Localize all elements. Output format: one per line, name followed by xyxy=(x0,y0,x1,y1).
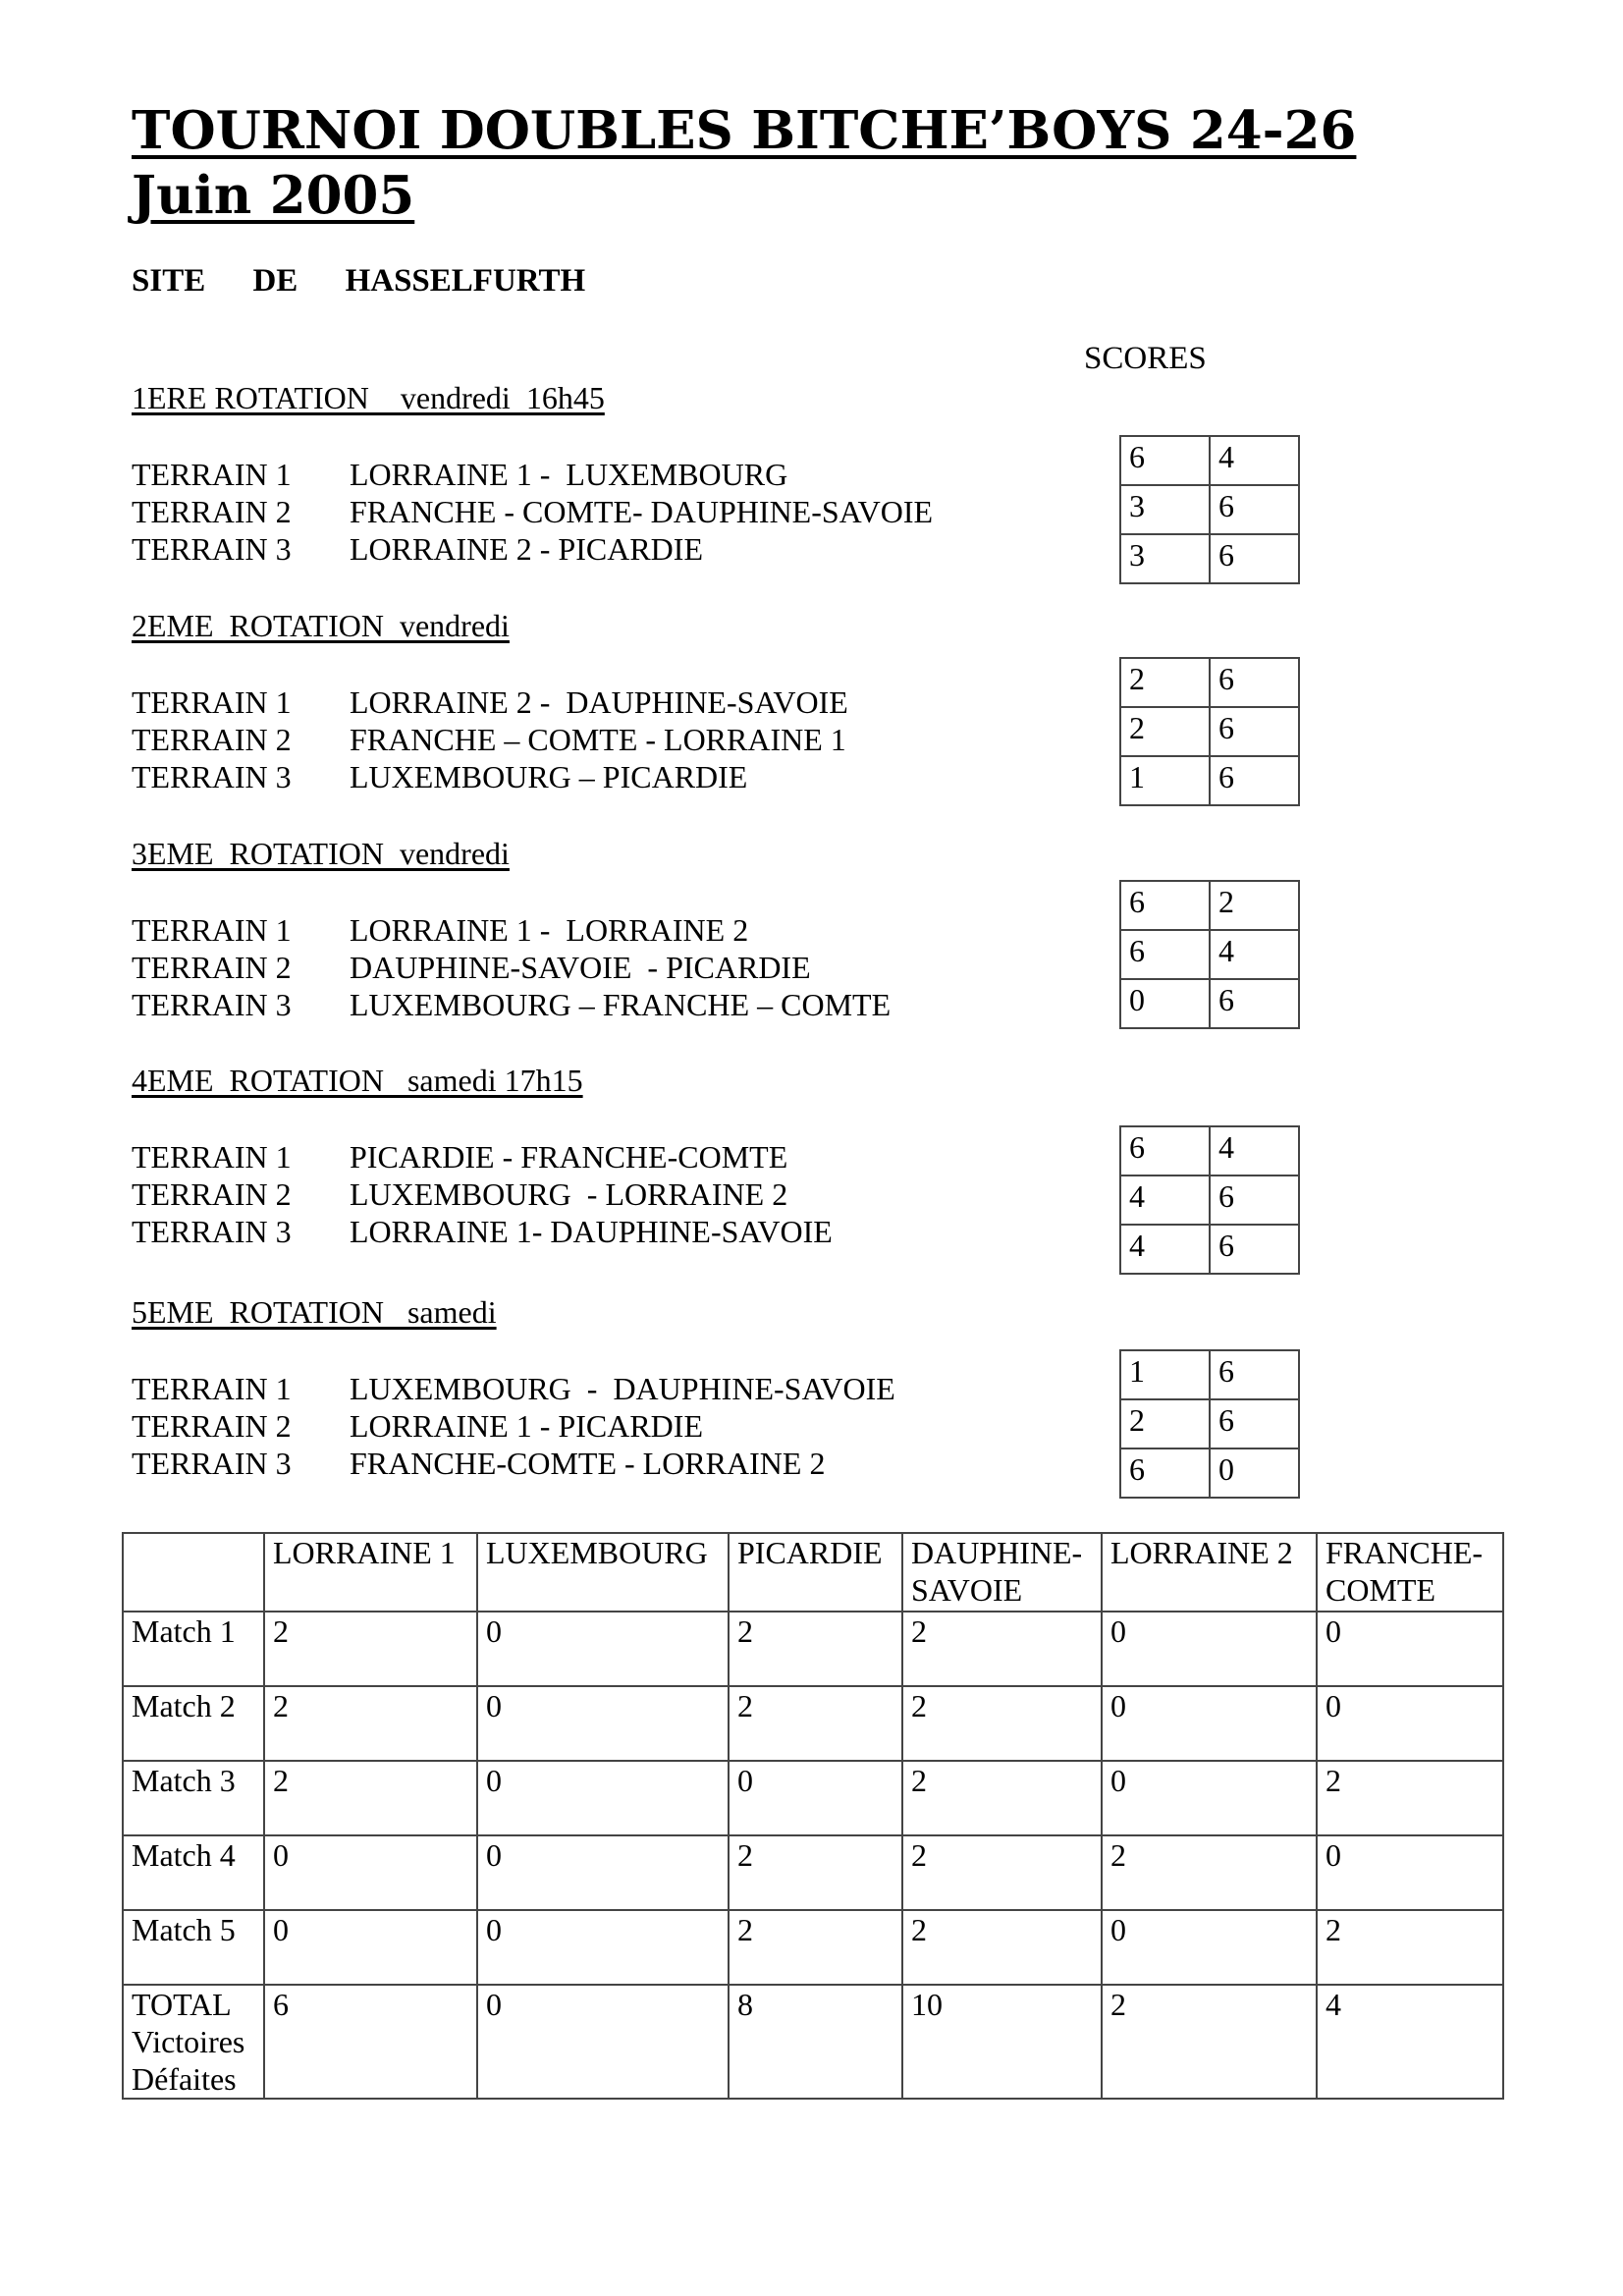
column-header-lorraine-1: LORRAINE 1 xyxy=(264,1533,477,1612)
table-cell: 2 xyxy=(902,1761,1102,1835)
results-corner-cell xyxy=(123,1533,264,1612)
table-cell: 2 xyxy=(1317,1761,1503,1835)
terrain-label: TERRAIN 1 xyxy=(132,912,292,948)
score-cell: 6 xyxy=(1120,881,1210,930)
document-title xyxy=(132,98,1506,228)
match-row xyxy=(132,758,1113,795)
column-header-luxembourg: LUXEMBOURG xyxy=(477,1533,729,1612)
score-cell: 4 xyxy=(1120,1175,1210,1225)
table-cell: 2 xyxy=(902,1612,1102,1686)
match-row xyxy=(132,1445,1113,1482)
score-cell: 6 xyxy=(1210,1399,1299,1449)
total-cell: 2 xyxy=(1102,1985,1317,2099)
rotation-3 xyxy=(132,834,1113,1023)
table-cell: 0 xyxy=(477,1910,729,1985)
table-cell: 2 xyxy=(729,1612,902,1686)
score-box-rotation-4 xyxy=(1119,1125,1300,1275)
score-row xyxy=(1120,979,1299,1028)
rotation-1 xyxy=(132,378,1113,568)
site-name: HASSELFURTH xyxy=(345,263,586,299)
score-box-rotation-5 xyxy=(1119,1349,1300,1499)
score-cell: 6 xyxy=(1210,1225,1299,1274)
site-preposition: DE xyxy=(252,263,298,299)
table-cell: 0 xyxy=(1102,1612,1317,1686)
table-row xyxy=(123,1910,1503,1985)
results-header-row xyxy=(123,1533,1503,1612)
score-row xyxy=(1120,534,1299,583)
match-row xyxy=(132,986,1113,1023)
terrain-label: TERRAIN 1 xyxy=(132,1139,292,1175)
terrain-label: TERRAIN 2 xyxy=(132,494,292,529)
total-cell: 10 xyxy=(902,1985,1102,2099)
table-row xyxy=(123,1612,1503,1686)
score-row xyxy=(1120,1126,1299,1175)
table-cell: 0 xyxy=(1317,1686,1503,1761)
terrain-label: TERRAIN 3 xyxy=(132,759,292,794)
table-cell: 2 xyxy=(1317,1910,1503,1985)
score-cell: 6 xyxy=(1210,1350,1299,1399)
score-cell: 2 xyxy=(1210,881,1299,930)
score-cell: 6 xyxy=(1210,485,1299,534)
table-cell: 2 xyxy=(902,1686,1102,1761)
rotation-2 xyxy=(132,606,1113,795)
score-row xyxy=(1120,1350,1299,1399)
terrain-label: TERRAIN 1 xyxy=(132,457,292,492)
total-label xyxy=(123,1985,264,2099)
table-cell: 0 xyxy=(1317,1612,1503,1686)
score-cell: 0 xyxy=(1210,1449,1299,1498)
column-header-dauphine-savoie: DAUPHINE-SAVOIE xyxy=(902,1533,1102,1612)
title-line-2: Juin 2005 xyxy=(132,165,415,226)
rotation-title: 4EME ROTATION samedi 17h15 xyxy=(132,1063,583,1098)
row-label: Match 3 xyxy=(123,1761,264,1835)
total-cell: 6 xyxy=(264,1985,477,2099)
table-cell: 0 xyxy=(1102,1910,1317,1985)
rotation-5 xyxy=(132,1292,1113,1482)
rotation-title: 3EME ROTATION vendredi xyxy=(132,836,510,871)
results-table xyxy=(122,1532,1504,2100)
match-list xyxy=(132,456,1113,568)
row-label: Match 1 xyxy=(123,1612,264,1686)
terrain-label: TERRAIN 1 xyxy=(132,684,292,720)
score-cell: 4 xyxy=(1210,436,1299,485)
score-row xyxy=(1120,1399,1299,1449)
rotation-title: 2EME ROTATION vendredi xyxy=(132,608,510,643)
match-row xyxy=(132,493,1113,530)
table-cell: 0 xyxy=(1317,1835,1503,1910)
score-cell: 6 xyxy=(1120,1449,1210,1498)
terrain-label: TERRAIN 2 xyxy=(132,722,292,757)
match-list xyxy=(132,683,1113,795)
table-cell: 0 xyxy=(264,1835,477,1910)
score-row xyxy=(1120,485,1299,534)
table-cell: 0 xyxy=(729,1761,902,1835)
score-cell: 2 xyxy=(1120,1399,1210,1449)
table-row xyxy=(123,1761,1503,1835)
match-teams: LORRAINE 1 - LUXEMBOURG xyxy=(350,457,788,492)
match-row xyxy=(132,1370,1113,1407)
score-row xyxy=(1120,436,1299,485)
total-cell: 8 xyxy=(729,1985,902,2099)
row-label: Match 2 xyxy=(123,1686,264,1761)
table-cell: 0 xyxy=(477,1686,729,1761)
score-row xyxy=(1120,1225,1299,1274)
score-row xyxy=(1120,1175,1299,1225)
total-label-line: TOTAL xyxy=(132,1987,232,2022)
score-cell: 4 xyxy=(1210,1126,1299,1175)
match-row xyxy=(132,1175,1113,1213)
terrain-label: TERRAIN 1 xyxy=(132,1371,292,1406)
table-cell: 0 xyxy=(477,1612,729,1686)
column-header-franche-comte: FRANCHE-COMTE xyxy=(1317,1533,1503,1612)
match-row xyxy=(132,721,1113,758)
terrain-label: TERRAIN 2 xyxy=(132,1408,292,1444)
rotation-4 xyxy=(132,1061,1113,1250)
score-box-rotation-1 xyxy=(1119,435,1300,584)
score-cell: 6 xyxy=(1120,1126,1210,1175)
match-teams: LUXEMBOURG – FRANCHE – COMTE xyxy=(350,987,892,1022)
column-header-picardie: PICARDIE xyxy=(729,1533,902,1612)
column-header-lorraine-2: LORRAINE 2 xyxy=(1102,1533,1317,1612)
terrain-label: TERRAIN 2 xyxy=(132,1176,292,1212)
terrain-label: TERRAIN 3 xyxy=(132,1214,292,1249)
terrain-label: TERRAIN 2 xyxy=(132,950,292,985)
score-row xyxy=(1120,658,1299,707)
terrain-label: TERRAIN 3 xyxy=(132,987,292,1022)
match-row xyxy=(132,1407,1113,1445)
match-row xyxy=(132,1213,1113,1250)
table-cell: 2 xyxy=(264,1612,477,1686)
score-cell: 6 xyxy=(1210,658,1299,707)
total-row xyxy=(123,1985,1503,2099)
site-line xyxy=(132,263,624,300)
match-teams: LUXEMBOURG - LORRAINE 2 xyxy=(350,1176,788,1212)
match-teams: LORRAINE 1- DAUPHINE-SAVOIE xyxy=(350,1214,833,1249)
score-cell: 3 xyxy=(1120,485,1210,534)
table-row xyxy=(123,1835,1503,1910)
table-cell: 2 xyxy=(729,1910,902,1985)
table-cell: 2 xyxy=(729,1686,902,1761)
score-cell: 1 xyxy=(1120,1350,1210,1399)
rotation-title: 1ERE ROTATION vendredi 16h45 xyxy=(132,380,605,415)
score-cell: 3 xyxy=(1120,534,1210,583)
score-cell: 6 xyxy=(1210,534,1299,583)
score-cell: 4 xyxy=(1210,930,1299,979)
score-row xyxy=(1120,930,1299,979)
match-teams: LORRAINE 2 - PICARDIE xyxy=(350,531,703,567)
match-teams: LORRAINE 1 - PICARDIE xyxy=(350,1408,703,1444)
scores-heading: SCORES xyxy=(1084,341,1207,376)
table-cell: 0 xyxy=(1102,1686,1317,1761)
score-cell: 6 xyxy=(1210,756,1299,805)
score-cell: 6 xyxy=(1120,436,1210,485)
score-box-rotation-2 xyxy=(1119,657,1300,806)
rotation-title: 5EME ROTATION samedi xyxy=(132,1294,497,1330)
total-label-line: Défaites xyxy=(132,2061,237,2097)
table-cell: 2 xyxy=(264,1761,477,1835)
score-cell: 6 xyxy=(1210,707,1299,756)
table-cell: 2 xyxy=(902,1835,1102,1910)
match-teams: DAUPHINE-SAVOIE - PICARDIE xyxy=(350,950,811,985)
title-line-1: TOURNOI DOUBLES BITCHE’BOYS 24-26 xyxy=(132,100,1357,161)
score-row xyxy=(1120,707,1299,756)
site-word: SITE xyxy=(132,263,206,299)
row-label: Match 4 xyxy=(123,1835,264,1910)
table-cell: 0 xyxy=(264,1910,477,1985)
match-teams: LUXEMBOURG – PICARDIE xyxy=(350,759,748,794)
match-teams: LORRAINE 2 - DAUPHINE-SAVOIE xyxy=(350,684,848,720)
match-teams: LORRAINE 1 - LORRAINE 2 xyxy=(350,912,749,948)
table-cell: 2 xyxy=(729,1835,902,1910)
match-row xyxy=(132,683,1113,721)
table-cell: 0 xyxy=(477,1835,729,1910)
match-list xyxy=(132,911,1113,1023)
match-list xyxy=(132,1138,1113,1250)
terrain-label: TERRAIN 3 xyxy=(132,531,292,567)
table-cell: 0 xyxy=(1102,1761,1317,1835)
match-row xyxy=(132,530,1113,568)
match-teams: PICARDIE - FRANCHE-COMTE xyxy=(350,1139,788,1175)
score-cell: 2 xyxy=(1120,707,1210,756)
match-row xyxy=(132,911,1113,949)
match-teams: FRANCHE - COMTE- DAUPHINE-SAVOIE xyxy=(350,494,934,529)
match-teams: LUXEMBOURG - DAUPHINE-SAVOIE xyxy=(350,1371,895,1406)
score-cell: 6 xyxy=(1120,930,1210,979)
match-row xyxy=(132,949,1113,986)
score-row xyxy=(1120,756,1299,805)
total-cell: 0 xyxy=(477,1985,729,2099)
row-label: Match 5 xyxy=(123,1910,264,1985)
match-teams: FRANCHE – COMTE - LORRAINE 1 xyxy=(350,722,846,757)
score-cell: 2 xyxy=(1120,658,1210,707)
match-list xyxy=(132,1370,1113,1482)
table-cell: 2 xyxy=(264,1686,477,1761)
match-row xyxy=(132,456,1113,493)
score-row xyxy=(1120,1449,1299,1498)
match-teams: FRANCHE-COMTE - LORRAINE 2 xyxy=(350,1446,826,1481)
score-cell: 6 xyxy=(1210,979,1299,1028)
score-cell: 0 xyxy=(1120,979,1210,1028)
match-row xyxy=(132,1138,1113,1175)
table-row xyxy=(123,1686,1503,1761)
terrain-label: TERRAIN 3 xyxy=(132,1446,292,1481)
table-cell: 0 xyxy=(477,1761,729,1835)
table-cell: 2 xyxy=(902,1910,1102,1985)
total-cell: 4 xyxy=(1317,1985,1503,2099)
total-label-line: Victoires xyxy=(132,2024,245,2059)
score-row xyxy=(1120,881,1299,930)
score-cell: 1 xyxy=(1120,756,1210,805)
score-box-rotation-3 xyxy=(1119,880,1300,1029)
score-cell: 4 xyxy=(1120,1225,1210,1274)
score-cell: 6 xyxy=(1210,1175,1299,1225)
table-cell: 2 xyxy=(1102,1835,1317,1910)
